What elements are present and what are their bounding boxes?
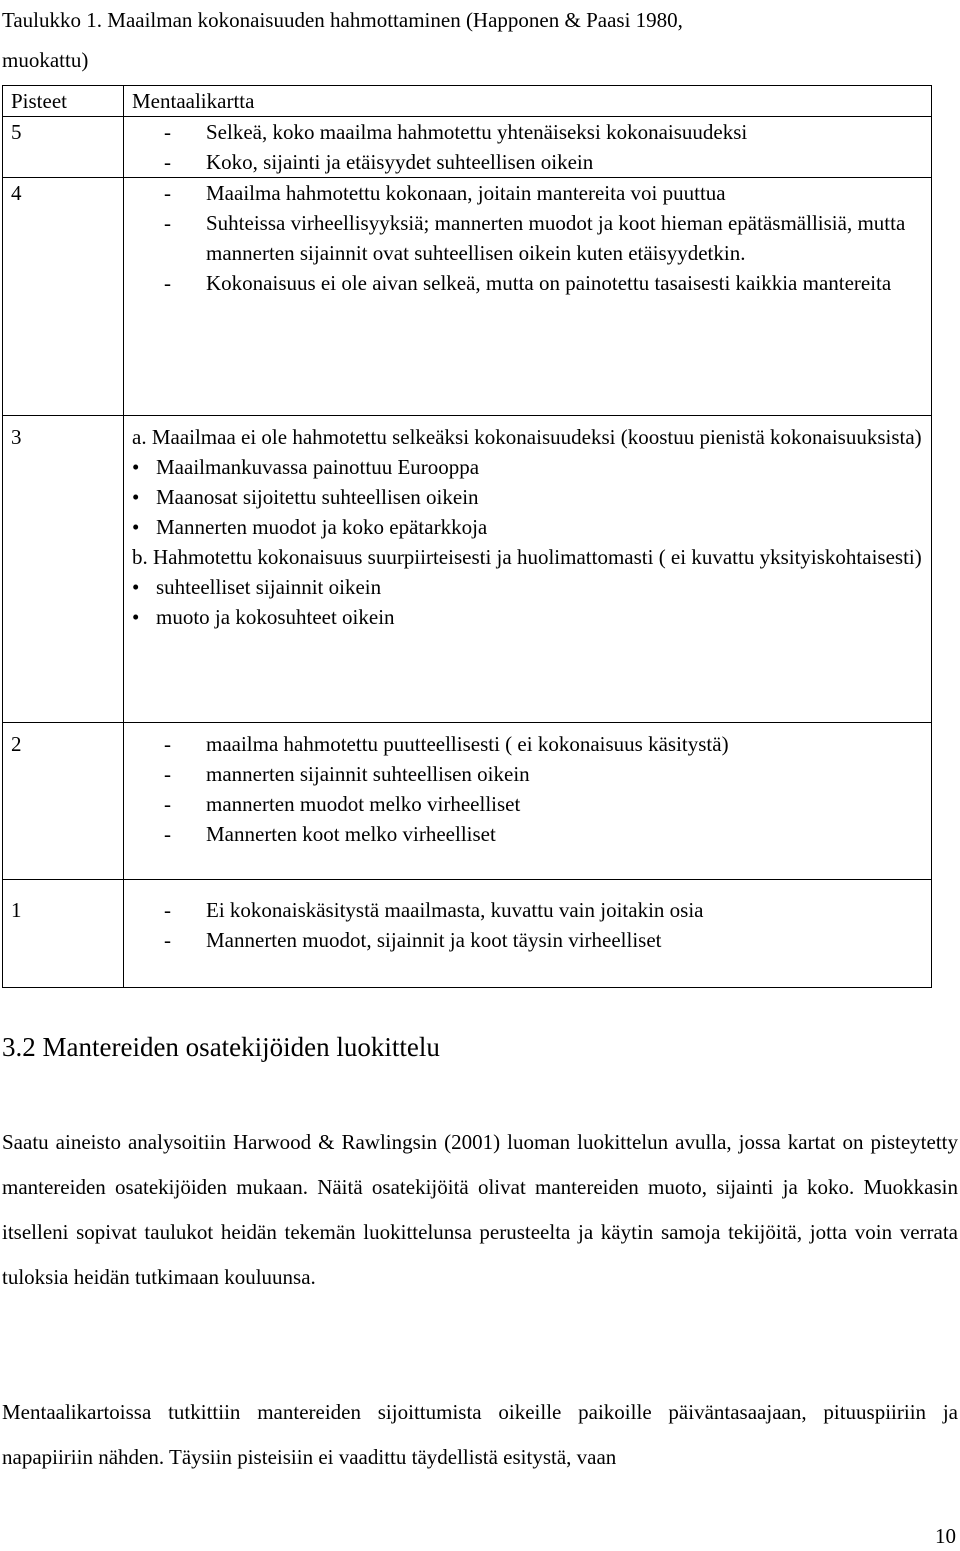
list-item — [132, 178, 931, 208]
bullet-item — [132, 482, 931, 512]
table-row — [3, 416, 932, 723]
body-paragraph: Mentaalikartoissa tutkittiin mantereiden sijoittumista oikeille paikoille päiväntasaajaan, pituuspiiriin ja napapiiriin nähden. Täysiin pisteisiin ei vaadittu täydellistä esitystä, vaan — [2, 1400, 958, 1469]
dash-marker: - — [164, 271, 171, 295]
bullet-marker: • — [132, 485, 140, 509]
description-cell — [124, 178, 932, 416]
item-text: Mannerten muodot, sijainnit ja koot täysin virheelliset — [206, 928, 662, 952]
page-number: 10 — [935, 1524, 956, 1548]
item-text: Mannerten koot melko virheelliset — [206, 822, 496, 846]
item-text: Maailmankuvassa painottuu Eurooppa — [156, 455, 480, 479]
bullet-item — [132, 512, 931, 542]
description-cell — [124, 723, 932, 880]
body-paragraph: Saatu aineisto analysoitiin Harwood & Rawlingsin (2001) luoman luokittelun avulla, jossa kartat on pisteytetty mantereiden osatekijöiden mukaan. Näitä osatekijöitä olivat mantereiden muoto, sijainti ja koko. Muokkasin itselleni sopivat taulukot heidän tekemän luokittelunsa perusteelta ja käytin samoja tekijöitä, jotta voin verrata tuloksia heidän tutkimaan kouluunsa. — [2, 1130, 958, 1289]
list-item — [132, 759, 931, 789]
description-cell — [124, 117, 932, 178]
list-item — [132, 895, 931, 925]
item-text: Ei kokonaiskäsitystä maailmasta, kuvattu vain joitakin osia — [206, 898, 704, 922]
bullet-item — [132, 572, 931, 602]
bullet-marker: • — [132, 575, 140, 599]
item-text: Suhteissa virheellisyyksiä; mannerten muodot ja koot hieman epätäsmällisiä, mutta mannerten sijainnit ovat suhteellisen oikein kuten etäisyydetkin. — [206, 211, 906, 265]
list-item — [132, 208, 931, 268]
dash-marker: - — [164, 120, 171, 144]
option-b-text: b. Hahmotettu kokonaisuus suurpiirteisesti ja huolimattomasti ( ei kuvattu yksityiskohtaisesti) — [132, 545, 922, 569]
table-row — [3, 880, 932, 988]
table-header-row — [3, 86, 932, 117]
bullet-marker: • — [132, 515, 140, 539]
score-cell: 2 — [3, 723, 124, 880]
table-caption — [2, 0, 952, 80]
description-cell — [124, 416, 932, 723]
item-text: Selkeä, koko maailma hahmotettu yhtenäiseksi kokonaisuudeksi — [206, 120, 748, 144]
item-text: Koko, sijainti ja etäisyydet suhteellisen oikein — [206, 150, 594, 174]
list-item — [132, 729, 931, 759]
dash-marker: - — [164, 792, 171, 816]
list-item — [132, 117, 931, 147]
dash-marker: - — [164, 928, 171, 952]
dash-marker: - — [164, 762, 171, 786]
item-text: Kokonaisuus ei ole aivan selkeä, mutta on painotettu tasaisesti kaikkia mantereita — [206, 271, 892, 295]
dash-marker: - — [164, 150, 171, 174]
bullet-marker: • — [132, 605, 140, 629]
dash-marker: - — [164, 898, 171, 922]
item-text: mannerten sijainnit suhteellisen oikein — [206, 762, 530, 786]
dash-marker: - — [164, 822, 171, 846]
table-row — [3, 178, 932, 416]
scoring-table — [2, 85, 932, 988]
list-item — [132, 147, 931, 177]
table-row — [3, 723, 932, 880]
item-text: Maanosat sijoitettu suhteellisen oikein — [156, 485, 479, 509]
description-cell — [124, 880, 932, 988]
caption-line-1: Taulukko 1. Maailman kokonaisuuden hahmottaminen (Happonen & Paasi 1980, — [2, 8, 683, 32]
score-cell: 1 — [3, 880, 124, 988]
list-item — [132, 819, 931, 849]
header-mental-map: Mentaalikartta — [124, 86, 932, 117]
list-item — [132, 268, 931, 298]
item-text: mannerten muodot melko virheelliset — [206, 792, 521, 816]
list-item — [132, 789, 931, 819]
header-score: Pisteet — [3, 86, 124, 117]
bullet-item — [132, 452, 931, 482]
section-heading: 3.2 Mantereiden osatekijöiden luokittelu — [2, 1032, 440, 1062]
score-cell: 5 — [3, 117, 124, 178]
item-text: Mannerten muodot ja koko epätarkkoja — [156, 515, 488, 539]
list-item — [132, 925, 931, 955]
option-a-text: a. Maailmaa ei ole hahmotettu selkeäksi kokonaisuudeksi (koostuu pienistä kokonaisuuksista) — [132, 425, 922, 449]
table-row — [3, 117, 932, 178]
item-text: suhteelliset sijainnit oikein — [156, 575, 382, 599]
item-text: muoto ja kokosuhteet oikein — [156, 605, 395, 629]
dash-marker: - — [164, 181, 171, 205]
bullet-item — [132, 602, 931, 632]
caption-line-2: muokattu) — [2, 48, 89, 72]
item-text: maailma hahmotettu puutteellisesti ( ei kokonaisuus käsitystä) — [206, 732, 729, 756]
dash-marker: - — [164, 732, 171, 756]
item-text: Maailma hahmotettu kokonaan, joitain mantereita voi puuttua — [206, 181, 726, 205]
score-cell: 4 — [3, 178, 124, 416]
bullet-marker: • — [132, 455, 140, 479]
dash-marker: - — [164, 211, 171, 235]
score-cell: 3 — [3, 416, 124, 723]
